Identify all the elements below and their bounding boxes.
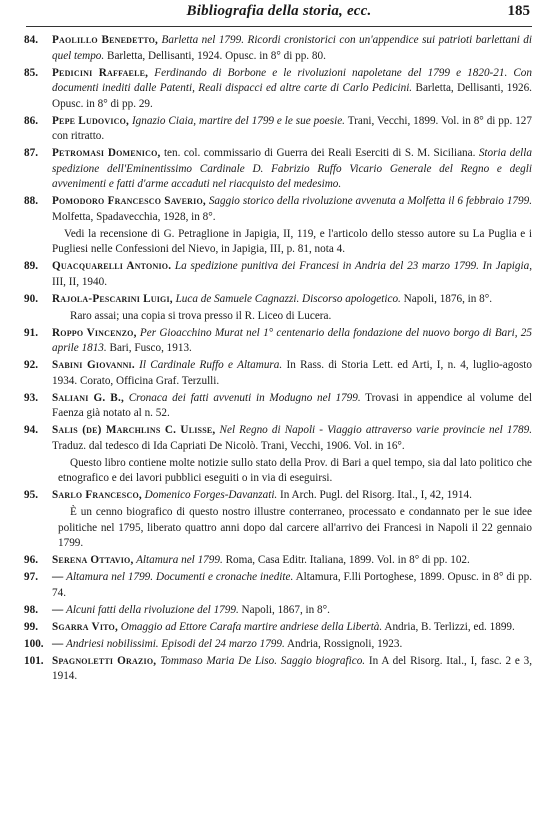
entry-text [52,637,532,653]
bibliography-entry [24,292,532,308]
bibliography-entry [24,620,532,636]
entry-text [52,33,532,64]
entry-text [52,488,532,504]
entry-author: Pedicini Raffaele, [52,66,149,79]
entry-number: 98. [24,603,38,616]
entry-text [52,358,532,389]
entry-text [52,259,532,290]
entry-text [52,326,532,357]
bibliography-entry [24,488,532,504]
entry-publication: Andria, Rossignoli, 1923. [284,637,403,650]
bibliography-entry [24,114,532,145]
entry-author: Serena Ottavio, [52,554,134,566]
entry-number: 95. [24,489,38,501]
entry-title: Il Cardinale Ruffo e Altamura. [134,359,283,371]
entry-publication: Trani, Vecchi, 1899. Vol. in 8° di pp. 127 con ritratto. [52,114,532,142]
entry-text [52,654,532,685]
entry-publication: In Arch. Pugl. del Risorg. Ital., I, 42, 1914. [277,489,472,501]
entry-publication: Trovasi in appendice al volume del Faenza già notato al n. 52. [52,391,532,419]
entry-text [52,391,532,422]
entry-number: 90. [24,292,38,305]
entry-title: Tommaso Maria De Liso. Saggio biografico. [156,654,366,667]
entry-title: Nel Regno di Napoli - Viaggio attraverso varie provincie nel 1789. [215,424,533,436]
running-title: Bibliografia della storia, ecc. [186,3,372,19]
bibliography-entry [24,194,532,225]
entry-note: Raro assai; una copia si trova presso il R. Liceo di Lucera. [70,309,332,322]
bibliography-entry [24,358,532,389]
entry-number: 85. [24,66,38,79]
entry-title: Cronaca dei fatti avvenuti in Modugno nel 1799. [123,391,361,404]
entry-number: 99. [24,620,38,633]
entry-publication: Bari, Fusco, 1913. [106,342,192,354]
entry-publication: Napoli, 1876, in 8°. [400,292,493,305]
entry-number: 87. [24,147,38,159]
entry-author: Salis (de) Marchlins C. Ulisse, [52,424,216,436]
entry-title: Domenico Forges-Davanzati. [141,489,278,501]
bibliography-list [24,33,532,685]
entry-author: — [52,637,64,650]
entry-number: 97. [24,571,38,583]
bibliography-entry [24,33,532,64]
entry-number: 88. [24,195,38,207]
entry-note: È un cenno biografico di questo nostro illustre conterraneo, processato e condannato per le sue idee politiche nel 1795, liberato quattro anni dopo dal carcere all'arrivo dei Francesi in Napoli il 22 gennaio 1799. [58,506,532,549]
entry-title: Altamura nel 1799. Documenti e cronache inedite. [63,571,294,583]
entry-note: Vedi la recensione di G. Petraglione in Japigia, II, 119, e l'articolo dello stesso autore su La Puglia e i Pugliesi nelle Confessioni del Nievo, in Japigia, III, p. 81, nota 4. [52,227,532,255]
entry-author: Spagnoletti Orazio, [52,654,157,667]
entry-title: Omaggio ad Ettore Carafa martire andriese della Libertà. [117,620,383,633]
entry-number: 84. [24,34,38,46]
entry-number: 89. [24,260,38,272]
entry-publication: Roma, Casa Editr. Italiana, 1899. Vol. in 8° di pp. 102. [222,554,470,566]
entry-publication: Napoli, 1867, in 8°. [238,603,330,616]
entry-title: Altamura nel 1799. [133,554,223,566]
entry-publication: Molfetta, Spadavecchia, 1928, in 8°. [52,210,216,223]
entry-text [52,114,532,145]
entry-author: Rajola-Pescarini Luigi, [52,292,173,305]
entry-publication: Altamura, F.lli Portoghese, 1899. Opusc. in 8° di pp. 74. [52,571,533,599]
entry-title: Storia della spedizione dell'Eminentissimo Cardinale D. Fabrizio Ruffo Vicario Generale del Regno e degli avvenimenti e fatti d'arme accaduti nel riacquisto del medesimo. [52,147,532,190]
entry-author: Pomodoro Francesco Saverio, [52,195,206,207]
entry-author: Quacquarelli Antonio. [52,260,172,272]
bibliography-entry [24,259,532,290]
entry-title: Ferdinando di Borbone e le rivoluzioni napoletane del 1799 e 1820-21. Con documenti inediti dalle Patenti, Reali dispacci ed altre carte di Carlo Pedicini. [52,66,532,94]
entry-author: Sabini Giovanni. [52,359,135,371]
entry-text [52,66,532,113]
bibliography-entry [24,391,532,422]
entry-title: Andriesi nobilissimi. Episodi del 24 marzo 1799. [63,637,285,650]
bibliography-entry [24,326,532,357]
bibliography-entry [24,603,532,619]
entry-publication: Andria, B. Terlizzi, ed. 1899. [382,620,515,633]
entry-number: 94. [24,424,38,436]
entry-number: 96. [24,554,38,566]
entry-text [52,620,532,636]
entry-title: La spedizione punitiva dei Francesi in Andria del 23 marzo 1799. In Japigia, [171,260,532,272]
entry-text [52,553,532,569]
entry-author: Paolillo Benedetto, [52,34,159,46]
entry-text [52,603,532,619]
entry-author: Sarlo Francesco, [52,489,142,501]
entry-number: 101. [24,654,44,667]
entry-author-role: ten. col. commissario di Guerra dei Reali Eserciti di S. M. Siciliana. [160,147,476,159]
page-header [26,0,532,27]
entry-text [52,570,532,601]
bibliography-entry [24,66,532,113]
entry-title: Per Gioacchino Murat nel 1° centenario della fondazione del nuovo borgo di Bari, 25 aprile 1813. [52,326,532,354]
bibliography-entry [24,637,532,653]
entry-text [52,146,532,193]
entry-publication: In Rass. di Storia Lett. ed Arti, I, n. 4, luglio-agosto 1934. Corato, Officina Graf. Terzulli. [52,359,532,387]
bibliography-entry [24,654,532,685]
entry-number: 92. [24,359,38,371]
entry-title: Barletta nel 1799. Ricordi cronistorici con un'appendice sui patrioti barlettani di quel tempo. [52,34,532,62]
bibliography-entry [24,570,532,601]
entry-author: — [52,571,64,583]
entry-number: 91. [24,326,38,339]
entry-publication: Barletta, Dellisanti, 1924. Opusc. in 8° di pp. 80. [104,49,326,62]
entry-title: Luca de Samuele Cagnazzi. Discorso apologetico. [172,292,401,305]
entry-author: Saliani G. B., [52,391,124,404]
page-number: 185 [507,3,530,19]
entry-title: Alcuni fatti della rivoluzione del 1799. [63,603,239,616]
entry-title: Ignazio Ciaia, martire del 1799 e le sue poesie. [129,114,345,127]
entry-author: Sgarra Vito, [52,620,118,633]
entry-text [52,194,532,225]
bibliography-entry [24,146,532,193]
entry-publication: Traduz. dal tedesco di Ida Capriati De Nicolò. Trani, Vecchi, 1906. Vol. in 16°. [52,439,405,452]
entry-title: Saggio storico della rivoluzione avvenuta a Molfetta il 6 febbraio 1799. [205,195,532,207]
bibliography-entry [24,423,532,454]
entry-author: Petromasi Domenico, [52,147,161,159]
entry-publication: III, II, 1940. [52,275,107,288]
entry-author: — [52,603,64,616]
entry-author: Pepe Ludovico, [52,114,130,127]
entry-number: 100. [24,637,44,650]
entry-number: 86. [24,114,38,127]
bibliography-entry [24,553,532,569]
entry-text [52,423,532,454]
entry-number: 93. [24,391,38,404]
entry-publication: Barletta, Dellisanti, 1926. Opusc. in 8° di pp. 29. [52,82,532,110]
entry-note: Questo libro contiene molte notizie sullo stato della Prov. di Bari a quel tempo, sia dal lato politico che etnografico e dei lavori pubblici eseguiti o in via di eseguirsi. [58,456,532,484]
entry-publication: In A del Risorg. Ital., I, fasc. 2 e 3, 1914. [52,654,533,682]
entry-text [52,292,532,308]
entry-author: Roppo Vincenzo, [52,326,137,339]
